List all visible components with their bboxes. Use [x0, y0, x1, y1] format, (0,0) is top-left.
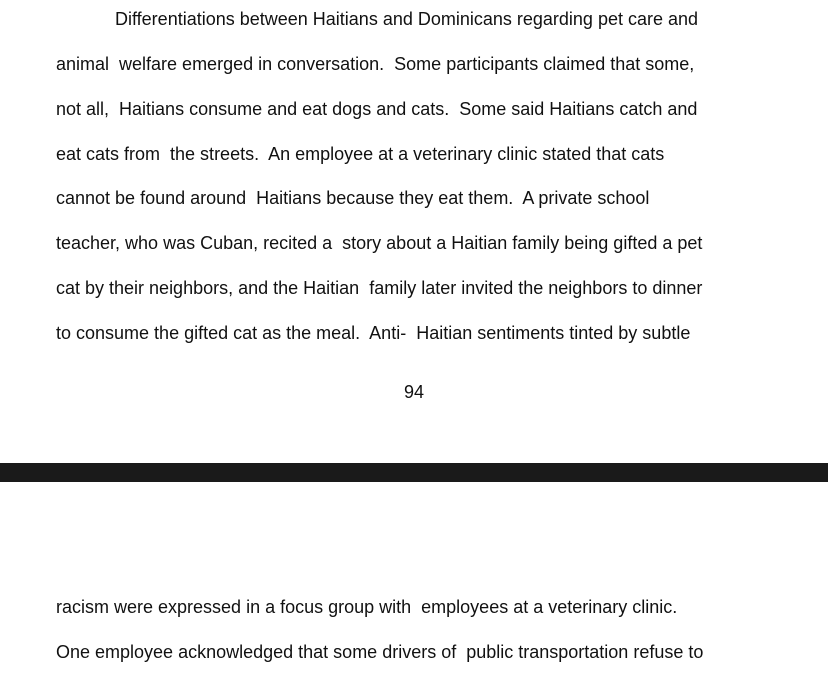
document-page-lower	[0, 482, 828, 677]
text-line: teacher, who was Cuban, recited a story about a Haitian family being gifted a pet	[56, 233, 703, 253]
text-line: not all, Haitians consume and eat dogs and cats. Some said Haitians catch and	[56, 99, 698, 119]
page-separator	[0, 463, 828, 482]
text-line: to consume the gifted cat as the meal. Anti- Haitian sentiments tinted by subtle	[56, 323, 691, 343]
text-line: One employee acknowledged that some drivers of public transportation refuse to	[56, 642, 704, 662]
page-number: 94	[403, 382, 425, 402]
text-line: Differentiations between Haitians and Dominicans regarding pet care and	[115, 9, 699, 29]
text-line: cannot be found around Haitians because they eat them. A private school	[56, 188, 650, 208]
text-line: racism were expressed in a focus group with employees at a veterinary clinic.	[56, 597, 678, 617]
text-line: animal welfare emerged in conversation. Some participants claimed that some,	[56, 54, 695, 74]
text-line: eat cats from the streets. An employee at a veterinary clinic stated that cats	[56, 144, 665, 164]
text-line: cat by their neighbors, and the Haitian family later invited the neighbors to dinner	[56, 278, 703, 298]
